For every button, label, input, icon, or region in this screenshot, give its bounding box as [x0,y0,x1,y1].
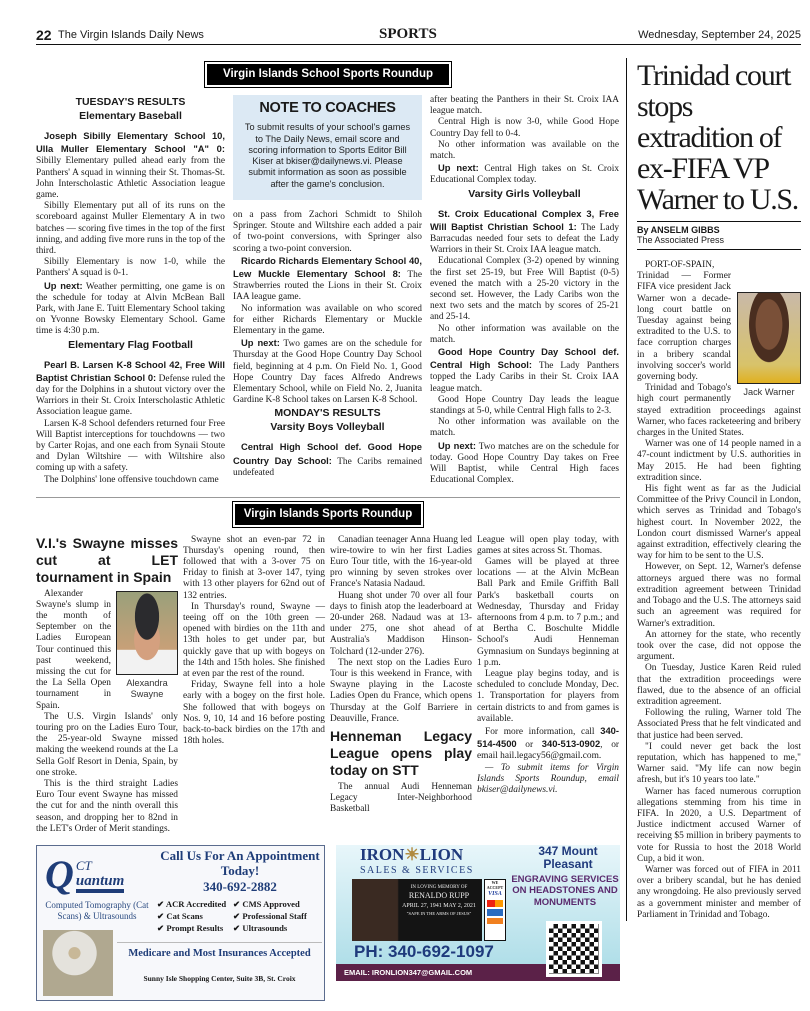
iron-lion-address: 347 Mount Pleasant [538,843,598,871]
paragraph [233,304,422,338]
subhead: Elementary Flag Football [68,338,193,351]
paragraph-text: Good Hope Country Day leads the league standings at 5-0, while Central High falls to 2-3. [430,394,619,417]
subhead: Varsity Girls Volleyball [468,187,581,200]
paragraph-text: On Tuesday, Justice Karen Reid ruled that the extradition proceedings were flawed, due to the absence of an official extradition agreement. [637,663,801,707]
paragraph-text: This is the third straight Ladies Euro Tour event Swayne has missed the cut for and the ninth overall this season, and dropping her to 82nd in the LET's Order of Merit standings. [36,778,178,834]
vi-roundup-banner: Virgin Islands Sports Roundup [235,504,421,525]
paragraph-text: League will open play today, with games at sites across St. Thomas. [477,534,619,556]
henneman-text [330,782,472,816]
paragraph-text: The Lady Panthers topped the Lady Caribs in their St. Croix IAA league match. [430,361,619,394]
paragraph-text: His fight went as far as the Judicial Committee of the Privy Council in London, which serves as Trinidad and Tobago's highest court. In November 2022, the London court dismissed Warner's appeal against extradition, effectively clearing the way for him to be sent to the U.S. [637,484,801,562]
ct-quantum-ad[interactable] [36,845,325,1001]
paragraph [330,782,472,816]
henneman-col4-text [477,535,619,797]
paragraph-text: Two games are on the schedule for Thursday at the Good Hope Country Day School field, beginning at 4 p.m. On Field No. 1, Good Hope Country Day faces Alfredo Andrews Elementary School, while on Field No. 2, Juanita Gardine K-8 School takes on Larsen K-8 School. [233,339,423,406]
vi-roundup-columns [36,535,620,835]
section-name: SPORTS [379,26,437,42]
ct-subtitle: Computed Tomography (Cat Scans) & Ultrasounds [45,899,149,921]
paragraph-text: Games will be played at three locations — at the Alvin McBean Ball Park and Emile Griffith Ball Park's basketball courts on Wednesday, Thursday and Friday afternoons from 4 p.m. to 7 p.m.; and at Bertha C. Boschulte Middle School's Audi Henneman Gymnasium on Sundays beginning at 1 p.m. [477,556,619,668]
ct-phone: 340-692-2882 [203,878,277,894]
paragraph-text: No other information was available on the match. [430,417,619,439]
school-roundup-col1 [36,95,225,487]
qr-code-icon[interactable] [546,921,602,977]
lead-in: Central High School def. Good Hope Country Day School: [233,441,422,466]
vi-roundup-col1 [36,535,178,835]
paragraph-text: Sibilly Elementary pulled ahead early from the Panthers' A squad in winning their St. Thomas-St. John Interscholastic Athletic Association league game. [36,156,225,201]
paragraph-text: after beating the Panthers in their St. Croix IAA league match. [430,95,619,117]
paragraph [477,557,619,669]
paragraph [233,210,422,255]
paragraph-text: Canadian teenager Anna Huang led wire-towire to win her first Ladies Euro Tour title, with the 16-year-old pro winning by seven strokes over France's Natasia Nadaud. [330,534,472,590]
paragraph-text: Alexander Swayne's slump in the month of September on the Ladies European Tour continued this past weekend, missing the cut for the La Sella Open tournament in Spain. [36,588,111,711]
paragraph-text: League play begins today, and is scheduled to conclude Monday, Dec. 1. Transportation for players from certain districts to and from games is available. [477,668,619,724]
paragraph [430,162,619,186]
lead-in: Pearl B. Larsen K-8 School 42, Free Will Baptist Christian School 0: [36,358,225,383]
byline-author: By ANSELM GIBBS [637,225,720,235]
ct-call-text: Call Us For An Appointment Today! [160,847,320,878]
feature-item [233,910,323,922]
paragraph-text: or [516,740,542,751]
lead-in: St. Croix Educational Complex 3, Free Will Baptist Christian School 1: [430,207,619,232]
paragraph-text: For more information, call [485,726,601,737]
subhead: TUESDAY'S RESULTS [75,96,186,108]
ct-insurance: Medicare and Most Insurances Accepted [128,947,311,959]
feature-item [157,898,233,910]
paragraph [233,337,422,406]
paragraph [36,257,225,279]
feature-label: Ultrasounds [242,922,288,933]
feature-item [233,898,323,910]
feature-label: ACR Accredited [165,898,227,909]
lead-in: Good Hope Country Day School def. Central High School: [430,346,619,371]
memorial-photo: IN LOVING MEMORY OF RENALDO RUPP APRIL 27, 1941 MAY 2, 2021 "SAFE IN THE ARMS OF JESUS" [352,879,482,941]
paragraph [637,865,801,921]
feature-item [157,910,233,922]
paragraph-text: on a pass from Zachori Schmidt to Shiloh Springer. Stoute and Wiltshire each added a pair of two-point conversions, with Springer also scoring a two-point conversion. [233,209,422,254]
paragraph-text: The next stop on the Ladies Euro Tour is this weekend in France, with Swayne playing in the Lacoste Ladies Open du France, which opens Thursday at the Golf Barriere in Deauville, France. [330,657,472,724]
paragraph [183,680,325,747]
feature-label: CMS Approved [242,898,300,909]
paragraph-text: Defense ruled the day for the Dolphins in a shutout victory over the Warriors in their St. Croix Interscholastic Athletic Association league game. [36,373,225,418]
warner-headline: Trinidad court stops extradition of ex-FIFA VP Warner to U.S. [637,59,799,216]
warner-photo-block [737,292,801,398]
paragraph [637,742,801,787]
iron-lion-tagline: SALES & SERVICES [360,864,474,876]
paragraph [637,708,801,742]
swayne-headline: V.I.'s Swayne misses cut at LET tournament in Spain [36,534,178,585]
check-icon: ✔ [157,922,167,933]
paragraph [430,440,619,487]
vi-roundup-col4 [477,535,619,835]
iron-lion-email[interactable]: EMAIL: IRONLION347@GMAIL.COM [336,964,538,981]
ct-address: Sunny Isle Shopping Center, Suite 3B, St. Croix [143,973,296,983]
page-header [36,25,801,45]
phone-number: 340-513-0902 [541,738,601,750]
paragraph [637,562,801,629]
paragraph [637,630,801,664]
paragraph-text: Central High takes on St. Croix Educational Complex today. [430,164,620,186]
huang-text [330,535,472,725]
school-roundup-col3 [430,95,619,487]
ct-features [157,898,323,934]
paragraph-text: Sibilly Elementary is now 1-0, while the Panthers' A squad is 0-1. [36,257,225,279]
paragraph [637,787,801,865]
paragraph-text: No other information was available on the match. [430,323,619,345]
iron-lion-logo: IRON☀LION [360,844,464,864]
paragraph-text: The U.S. Virgin Islands' only touring pro on the Ladies Euro Tour, the 25-year-old Swayne missed making the weekend rounds at the La Sella Golf Resort in Denia, Spain, by one stroke. [36,711,178,778]
paragraph [36,779,178,835]
paragraph [477,725,619,763]
vi-roundup-col2 [183,535,325,835]
subhead: Varsity Boys Volleyball [270,421,385,434]
paragraph-text: Larsen K-8 School defenders returned four Free Will Baptist interceptions for touchdowns — two by Carter Rojas, and one each from Synaii Stoute and Dylan Wiltshire — with Wiltshire also coming up with a safety. [36,418,225,474]
paragraph-text: No other information was available on the match. [430,139,619,162]
paragraph-text: Weather permitting, one game is on the schedule for today at Alvin McBean Ball Park, with Jane E. Tuitt Elementary School taking on Yvonne Bowsky Elementary School. Game time is 4:30 p.m. [36,281,225,337]
lead-in: Up next: [241,337,280,349]
phone-number: 340-514-4500 [477,724,619,750]
paragraph [430,395,619,417]
check-icon: ✔ [233,898,243,909]
paragraph [330,658,472,725]
feature-item [233,922,323,934]
vi-roundup-col3 [330,535,472,835]
lead-in: Ricardo Richards Elementary School 40, Lew Muckle Elementary School 8: [233,254,422,279]
photo-caption: Alexandra Swayne [126,677,168,699]
paragraph-text: Swayne shot an even-par 72 in Thursday's opening round, then followed that with a 3-over 75 on Friday to finish at 3-over 147, tying with 13 other players for 62nd out of 132 entries. [183,534,325,601]
school-roundup-columns [36,95,620,487]
paragraph-text: Warner has faced numerous corruption allegations stemming from his time in FIFA. In 2020, a U.S. Department of Justice indictment accused Warner of receiving $5 million in bribery payments to vote for Russia to host the 2018 World Cup, a bid it won. [637,786,801,864]
check-icon: ✔ [233,922,243,933]
iron-lion-phone: PH: 340-692-1097 [354,941,494,961]
lion-icon: ☀ [404,844,420,864]
paragraph-text: "I could never get back the lost reputation, which has happened to me," Warner said. "My life can now begin afresh, but it's 10 years too late." [637,741,801,786]
paragraph-text: The Strawberries routed the Lions in their St. Croix IAA league game. [233,270,422,303]
paragraph [183,535,325,602]
paragraph [36,419,225,475]
paragraph-text: Warner was one of 14 people named in a 47-count indictment by U.S. authorities in May 2015. He had been fighting extradition since. [637,439,801,483]
paragraph-text: The Dolphins' lone offensive touchdown came [44,474,219,485]
left-area [36,58,620,1001]
paragraph-text: Two matches are on the schedule for today. Good Hope Country Day takes on Free Will Baptist, while Central High faces Educational Complex. [430,441,620,486]
lead-in: Up next: [438,162,479,174]
paragraph [330,535,472,591]
page-body [36,58,801,1001]
paragraph-text: In Thursday's round, Swayne — teeing off on the 10th green — opened with birdies on the 11th and 13th holes to get under par, but quickly gave that up with bogeys on the 14th and 15th holes. She finished at even par the rest of the round. [183,601,325,679]
paragraph [477,535,619,557]
alexandra-swayne-photo [116,591,178,675]
publication-name: The Virgin Islands Daily News [58,29,204,41]
feature-item [157,922,233,934]
col2-text [233,210,422,479]
iron-lion-ad[interactable] [336,845,620,981]
submission-note: — To submit items for Virgin Islands Sports Roundup, email bkiser@dailynews.vi. [477,762,619,795]
note-body: To submit results of your school's games to The Daily News, email score and scoring information to Sports Editor Bill Kiser at bkiser@dailynews.vi. Please submit information as soon as possible after the game's conclusion. [244,122,411,189]
paragraph-text: The Lady Barracudas needed four sets to defeat the Lady Warriors in their St. Croix IAA league match. [430,222,620,256]
paragraph [36,201,225,257]
paragraph [430,117,619,139]
paragraph [430,417,619,439]
paragraph [330,591,472,658]
photo-caption: Jack Warner [743,387,795,397]
paragraph-text: The annual Audi Henneman Legacy Inter-Neighborhood Basketball [330,781,472,815]
swayne-photo-block [116,591,178,700]
paragraph-text: Sibilly Elementary put all of its runs on the scoreboard against Muller Elementary A in two batches — scoring five times in the top of the first inning, and adding five more runs in the top of the third. [36,201,225,257]
paragraph-text: The Caribs remained undefeated [233,456,423,478]
paragraph [430,346,619,395]
feature-label: Prompt Results [166,922,224,933]
paragraph [637,484,801,562]
school-roundup-banner: Virgin Islands School Sports Roundup [207,64,449,85]
paragraph [430,140,619,162]
lead-in: Up next: [438,439,477,451]
paragraph [233,255,422,304]
henneman-headline: Henneman Legacy League opens play today on STT [330,727,472,778]
lead-in: Up next: [44,279,83,291]
lead-in: Joseph Sibilly Elementary School 10, Ulla Muller Elementary School "A" 0: [36,130,225,155]
paragraph [36,280,225,338]
check-icon: ✔ [233,910,243,921]
paragraph-text: PORT-OF-SPAIN, Trinidad — Former FIFA vice president Jack Warner won a decade-long court battle on Tuesday against being extradited to the U.S. to face corruption charges in a bribery scandal involving soccer's world governing body. [637,260,731,383]
paragraph [637,439,801,484]
payment-cards: WE ACCEPT VISA [484,879,506,941]
feature-label: Professional Staff [242,910,307,921]
subhead: Elementary Baseball [79,110,182,122]
paragraph-text: Educational Complex (3-2) opened by winning the first set 25-19, but Free Will Baptist (0-5) evened the match with a 25-20 victory in the second set. However, the Lady Caribs won the next two sets and the match by scores of 25-21 and 25-14. [430,256,619,323]
paragraph [637,663,801,708]
paragraph [430,95,619,117]
section-divider [36,497,620,498]
check-icon: ✔ [157,898,166,909]
paragraph-text: Friday, Swayne fell into a hole early with a bogey on the first hole. She followed that with bogeys on Nos. 9, 10, 14 and 16 before posting back-to-back birdies on the 17th and 18th holes. [183,680,325,747]
paragraph [430,256,619,323]
paragraph-text: An attorney for the state, who recently took over the case, did not oppose the argument. [637,629,801,663]
ct-scanner-photo [43,930,113,996]
subhead: MONDAY'S RESULTS [274,407,381,420]
byline-agency: The Associated Press [637,235,725,245]
ct-quantum-logo: Q CT uantum [45,851,125,897]
paragraph [477,669,619,725]
page-number: 22 [36,27,52,43]
paragraph-text: , or email hail.legacy56@gmail.com. [477,740,619,762]
swayne-col2-text [183,535,325,748]
paragraph-text: No information was available on who scored for either Richards Elementary or Muckle Elementary in the game. [233,303,422,337]
jack-warner-photo [737,292,801,384]
paragraph [36,130,225,201]
engraving-services: ENGRAVING SERVICES ON HEADSTONES AND MONUMENTS [511,873,619,908]
paragraph [477,763,619,797]
paragraph [36,359,225,419]
paragraph [36,712,178,779]
paragraph [36,475,225,486]
paragraph-text: Huang shot under 70 over all four days to finish atop the leaderboard at 20-under 268. Nadaud was at 13-under 275, one shot ahead of Australia's Maddison Hinson-Tolchard (12-under 276). [330,590,472,657]
warner-article [626,58,801,921]
paragraph-text: Following the ruling, Warner told The Associated Press that he felt vindicated and that justice had been served. [637,708,801,741]
note-to-coaches [233,95,422,200]
paragraph [430,324,619,346]
paragraph-text: Warner was forced out of FIFA in 2011 over a bribery scandal, but he has denied any wrongdoing. He also previously served as a government minister and member of Parliament in Trinidad and Tobago. [637,864,801,920]
school-roundup-col2 [233,95,422,487]
feature-label: Cat Scans [166,910,203,921]
paragraph [430,208,619,257]
ads-row [36,845,620,1001]
byline [637,221,801,250]
paragraph-text: Central High is now 3-0, while Good Hope Country Day fell to 0-4. [430,117,619,139]
paragraph [183,602,325,680]
note-title: NOTE TO COACHES [259,100,396,116]
check-icon: ✔ [157,910,167,921]
paragraph-text: However, on Sept. 12, Warner's defense attorneys argued there was no formal extradition agreement between Trinidad and Tobago and the U.S. The attorneys said such an agreement was required for Warner's extradition. [637,562,801,629]
paragraph [233,441,422,479]
issue-date: Wednesday, September 24, 2025 [638,29,801,41]
paragraph-text: Trinidad and Tobago's high court permanently stayed extradition proceedings against Warner, who faces racketeering and bribery charges in the United States. [637,383,801,439]
